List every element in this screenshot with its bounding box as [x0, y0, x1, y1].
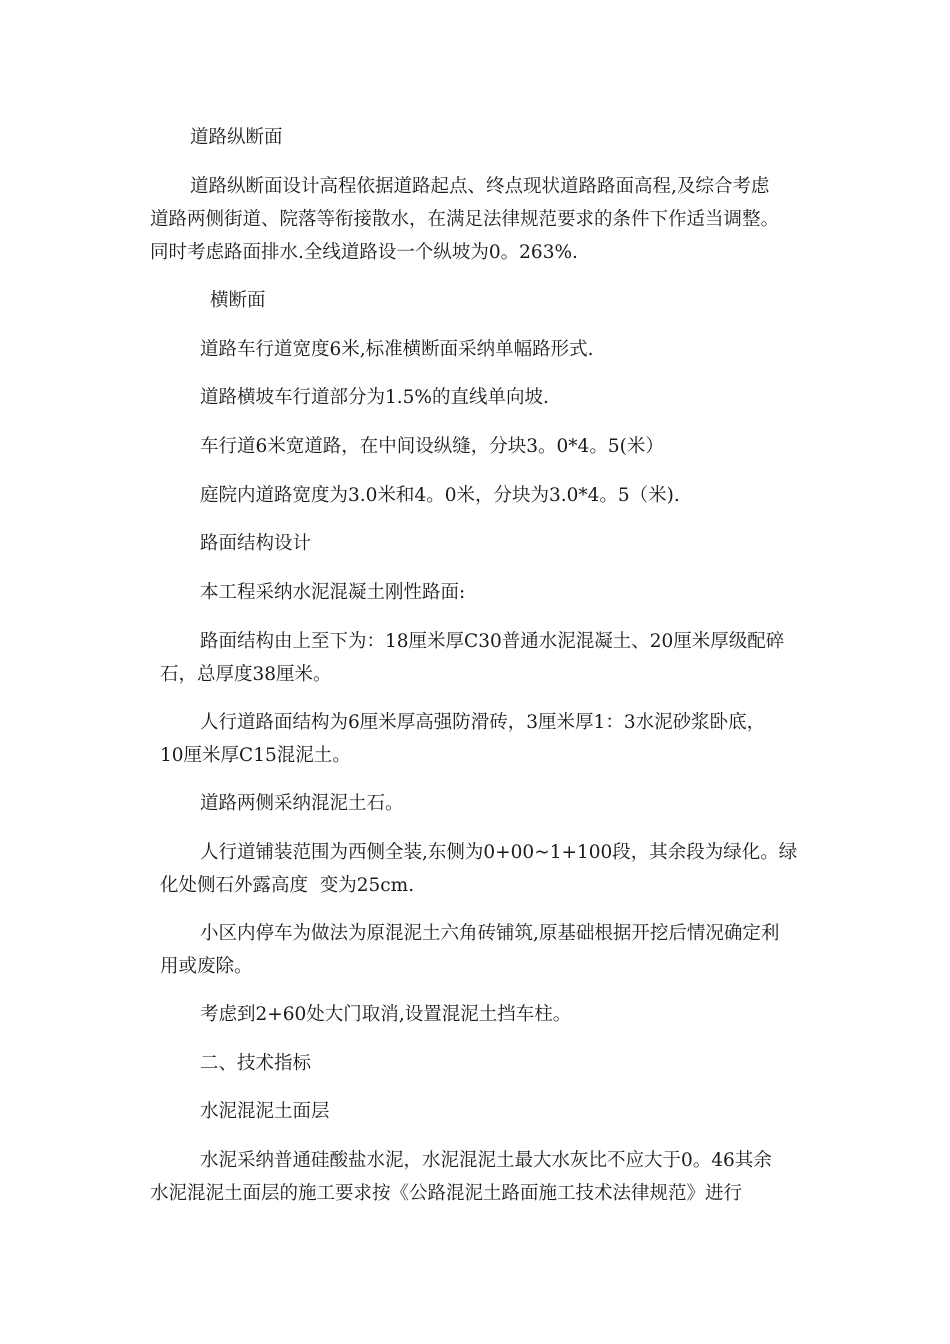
heading-cement-concrete-surface: 水泥混泥土面层	[200, 1101, 330, 1122]
heading-pavement-structure: 路面结构设计	[200, 533, 312, 554]
paragraph-line: 人行道铺装范围为西侧全装,东侧为0+00~1+100段，其余段为绿化。绿	[200, 842, 798, 863]
paragraph-line: 小区内停车为做法为原混泥土六角砖铺筑,原基础根据开挖后情况确定利	[200, 923, 780, 944]
paragraph-line: 同时考虑路面排水.全线道路设一个纵坡为0。263%.	[150, 242, 578, 263]
paragraph-line: 10厘米厚C15混泥土。	[160, 745, 351, 766]
paragraph-line: 化处侧石外露高度 变为25cm.	[160, 875, 415, 896]
paragraph-line: 路面结构由上至下为：18厘米厚C30普通水泥混凝土、20厘米厚级配碎	[200, 631, 785, 652]
paragraph-line: 石，总厚度38厘米。	[160, 664, 332, 685]
heading-technical-indicators: 二、技术指标	[200, 1053, 312, 1074]
paragraph-line: 考虑到2+60处大门取消,设置混泥土挡车柱。	[200, 1004, 572, 1025]
paragraph-line: 水泥采纳普通硅酸盐水泥，水泥混泥土最大水灰比不应大于0。46其余	[200, 1150, 772, 1171]
paragraph-line: 道路横坡车行道部分为1.5%的直线单向坡.	[200, 387, 549, 408]
paragraph-line: 道路两侧采纳混泥土石。	[200, 793, 404, 814]
heading-longitudinal-section: 道路纵断面	[190, 127, 283, 148]
paragraph-line: 道路车行道宽度6米,标准横断面采纳单幅路形式.	[200, 339, 594, 360]
paragraph-line: 水泥混泥土面层的施工要求按《公路混泥土路面施工技术法律规范》进行	[150, 1183, 743, 1204]
paragraph-line: 道路纵断面设计高程依据道路起点、终点现状道路路面高程,及综合考虑	[190, 176, 770, 197]
heading-cross-section: 横断面	[210, 290, 266, 311]
paragraph-line: 车行道6米宽道路，在中间设纵缝，分块3。0*4。5(米）	[200, 436, 664, 457]
paragraph-line: 用或废除。	[160, 956, 253, 977]
paragraph-line: 道路两侧街道、院落等衔接散水，在满足法律规范要求的条件下作适当调整。	[150, 209, 780, 230]
paragraph-line: 庭院内道路宽度为3.0米和4。0米，分块为3.0*4。5（米).	[200, 485, 680, 506]
paragraph-line: 本工程采纳水泥混凝土刚性路面:	[200, 582, 466, 603]
paragraph-line: 人行道路面结构为6厘米厚高强防滑砖，3厘米厚1：3水泥砂浆卧底，	[200, 712, 766, 733]
